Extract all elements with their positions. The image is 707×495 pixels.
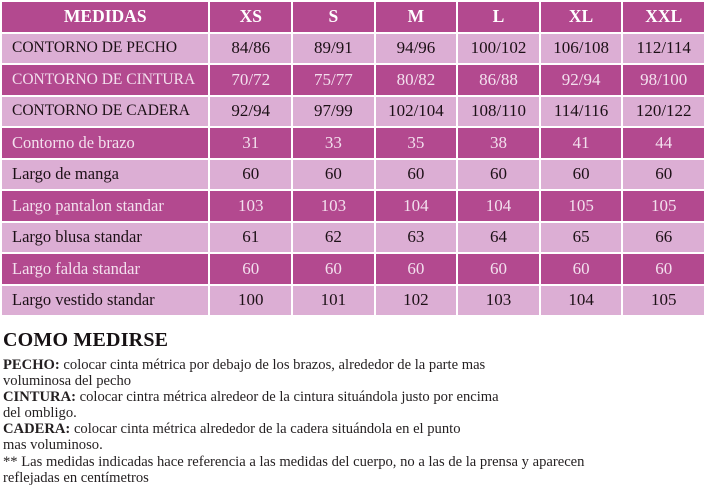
table-row — [2, 97, 704, 127]
size-chart-body — [2, 34, 704, 316]
value-cell: 60 — [541, 160, 622, 190]
value-cell: 89/91 — [293, 34, 374, 64]
value-cell: 60 — [210, 160, 291, 190]
table-row — [2, 160, 704, 190]
instruction-term: PECHO: — [3, 357, 60, 373]
value-cell: 44 — [623, 128, 704, 158]
row-label: Largo vestido standar — [2, 286, 208, 316]
table-row — [2, 34, 704, 64]
value-cell: 105 — [541, 191, 622, 221]
column-header: L — [458, 2, 539, 32]
value-cell: 64 — [458, 223, 539, 253]
value-cell: 41 — [541, 128, 622, 158]
value-cell: 66 — [623, 223, 704, 253]
value-cell: 103 — [293, 191, 374, 221]
value-cell: 105 — [623, 286, 704, 316]
value-cell: 102/104 — [376, 97, 457, 127]
instruction-term: CADERA: — [3, 421, 71, 438]
value-cell: 60 — [210, 254, 291, 284]
value-cell: 75/77 — [293, 65, 374, 95]
measuring-instructions — [3, 329, 703, 486]
value-cell: 104 — [376, 191, 457, 221]
value-cell: 100/102 — [458, 34, 539, 64]
table-row — [2, 254, 704, 284]
row-label: Largo pantalon standar — [2, 191, 208, 221]
table-row — [2, 65, 704, 95]
column-header: XXL — [623, 2, 704, 32]
value-cell: 62 — [293, 223, 374, 253]
column-header: XL — [541, 2, 622, 32]
row-label: Largo de manga — [2, 160, 208, 190]
value-cell: 94/96 — [376, 34, 457, 64]
value-cell: 35 — [376, 128, 457, 158]
value-cell: 60 — [376, 254, 457, 284]
value-cell: 101 — [293, 286, 374, 316]
value-cell: 114/116 — [541, 97, 622, 127]
value-cell: 60 — [623, 254, 704, 284]
value-cell: 120/122 — [623, 97, 704, 127]
value-cell: 65 — [541, 223, 622, 253]
value-cell: 97/99 — [293, 97, 374, 127]
value-cell: 104 — [541, 286, 622, 316]
value-cell: 86/88 — [458, 65, 539, 95]
value-cell: 106/108 — [541, 34, 622, 64]
row-label: Largo blusa standar — [2, 223, 208, 253]
value-cell: 92/94 — [541, 65, 622, 95]
value-cell: 105 — [623, 191, 704, 221]
value-cell: 103 — [210, 191, 291, 221]
value-cell: 70/72 — [210, 65, 291, 95]
value-cell: 60 — [458, 160, 539, 190]
row-label: CONTORNO DE PECHO — [2, 34, 208, 64]
column-header: S — [293, 2, 374, 32]
value-cell: 108/110 — [458, 97, 539, 127]
table-row — [2, 286, 704, 316]
value-cell: 112/114 — [623, 34, 704, 64]
row-label: CONTORNO DE CADERA — [2, 97, 208, 127]
instruction-term: CINTURA: — [3, 389, 76, 406]
instruction-line: reflejadas en centímetros — [3, 469, 149, 486]
value-cell: 98/100 — [623, 65, 704, 95]
instruction-line: voluminosa del pecho — [3, 373, 132, 390]
value-cell: 104 — [458, 191, 539, 221]
value-cell: 60 — [293, 160, 374, 190]
table-row — [2, 128, 704, 158]
row-label: Largo falda standar — [2, 254, 208, 284]
instruction-line: CADERA: colocar cinta métrica alrededor de la cadera situándola en el punto — [3, 421, 461, 438]
value-cell: 60 — [623, 160, 704, 190]
instruction-line: CINTURA: colocar cintra métrica alredeor de la cintura situándola justo por encima — [3, 389, 499, 406]
value-cell: 102 — [376, 286, 457, 316]
value-cell: 61 — [210, 223, 291, 253]
value-cell: 84/86 — [210, 34, 291, 64]
value-cell: 33 — [293, 128, 374, 158]
value-cell: 38 — [458, 128, 539, 158]
instruction-line: ** Las medidas indicadas hace referencia a las medidas del cuerpo, no a las de la prensa y aparecen — [3, 453, 585, 470]
value-cell: 60 — [376, 160, 457, 190]
value-cell: 60 — [541, 254, 622, 284]
instruction-line: mas voluminoso. — [3, 437, 103, 454]
value-cell: 60 — [458, 254, 539, 284]
column-header: XS — [210, 2, 291, 32]
instruction-lines — [3, 357, 703, 486]
row-label: Contorno de brazo — [2, 128, 208, 158]
value-cell: 80/82 — [376, 65, 457, 95]
value-cell: 100 — [210, 286, 291, 316]
table-row — [2, 223, 704, 253]
instruction-line: PECHO: colocar cinta métrica por debajo de los brazos, alrededor de la parte mas — [3, 357, 486, 373]
column-header: MEDIDAS — [2, 2, 208, 32]
value-cell: 103 — [458, 286, 539, 316]
table-row — [2, 191, 704, 221]
section-title: COMO MEDIRSE — [3, 329, 169, 351]
instruction-line: del ombligo. — [3, 405, 77, 422]
value-cell: 92/94 — [210, 97, 291, 127]
row-label: CONTORNO DE CINTURA — [2, 65, 208, 95]
value-cell: 63 — [376, 223, 457, 253]
column-header: M — [376, 2, 457, 32]
header-row — [2, 2, 704, 32]
value-cell: 31 — [210, 128, 291, 158]
value-cell: 60 — [293, 254, 374, 284]
